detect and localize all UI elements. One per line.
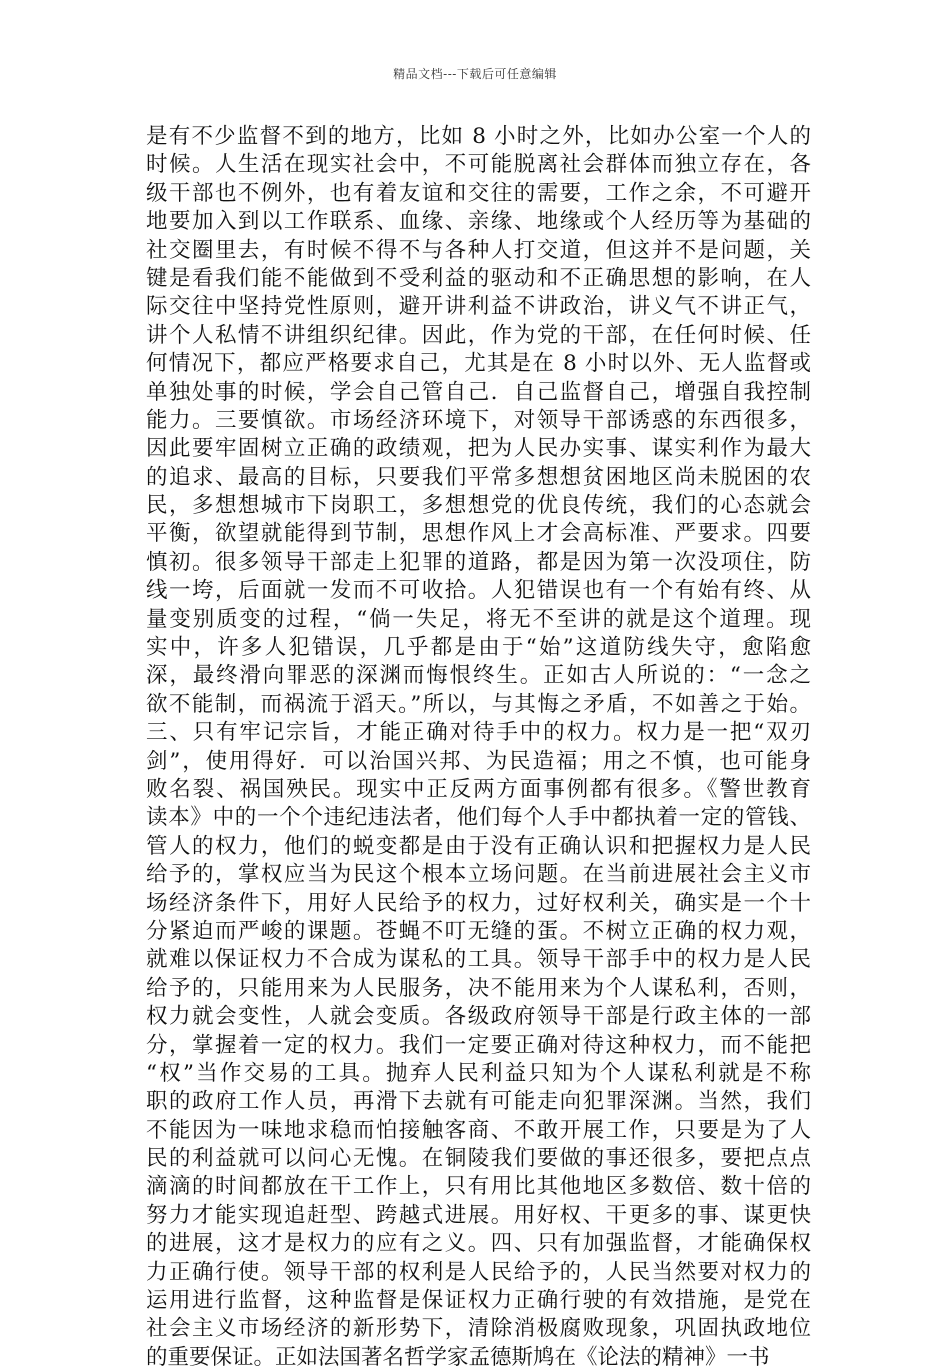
text-line: 社交圈里去，有时候不得不与各种人打交道，但这并不是问题，关 — [146, 237, 811, 263]
text-line: 能力。三要慎欲。市场经济环境下，对领导干部诱惑的东西很多， — [146, 407, 811, 433]
text-line: 实中，许多人犯错误，几乎都是由于“始”这道防线失守，愈陷愈 — [146, 635, 811, 661]
text-line: 社会主义市场经济的新形势下，清除消极腐败现象，巩固执政地位 — [146, 1316, 811, 1342]
text-line: 剑”，使用得好．可以治国兴邦、为民造福；用之不慎，也可能身 — [146, 748, 811, 774]
text-line: 给予的，只能用来为人民服务，决不能用来为个人谋私利，否则， — [146, 975, 811, 1001]
text-line: 三、只有牢记宗旨，才能正确对待手中的权力。权力是一把“双刃 — [146, 720, 811, 746]
text-line: 职的政府工作人员，再滑下去就有可能走向犯罪深渊。当然，我们 — [146, 1089, 811, 1115]
text-line: 分紧迫而严峻的课题。苍蝇不叮无缝的蛋。不树立正确的权力观， — [146, 918, 811, 944]
text-line: 键是看我们能不能做到不受利益的驱动和不正确思想的影响，在人 — [146, 265, 811, 291]
text-line: 是有不少监督不到的地方，比如 8 小时之外，比如办公室一个人的 — [146, 124, 811, 149]
text-line: 深，最终滑向罪恶的深渊而悔恨终生。正如古人所说的：“一念之 — [146, 663, 811, 689]
text-line: 的追求、最高的目标，只要我们平常多想想贫困地区尚未脱困的农 — [146, 464, 811, 490]
text-line: 运用进行监督，这种监督是保证权力正确行驶的有效措施，是党在 — [146, 1288, 811, 1314]
text-line: 民的利益就可以问心无愧。在铜陵我们要做的事还很多，要把点点 — [146, 1146, 811, 1172]
text-line: 单独处事的时候，学会自己管自己．自己监督自己，增强自我控制 — [146, 379, 811, 405]
text-line: 不能因为一味地求稳而怕接触客商、不敢开展工作，只要是为了人 — [146, 1117, 811, 1143]
text-line: 地要加入到以工作联系、血缘、亲缘、地缘或个人经历等为基础的 — [146, 209, 811, 235]
text-line: 力正确行使。领导干部的权利是人民给予的，人民当然要对权力的 — [146, 1259, 811, 1285]
text-line: 给予的，掌权应当为民这个根本立场问题。在当前进展社会主义市 — [146, 862, 811, 888]
document-body — [146, 123, 811, 1372]
text-line: 权力就会变性，人就会变质。各级政府领导干部是行政主体的一部 — [146, 1004, 811, 1030]
text-line: 慎初。很多领导干部走上犯罪的道路，都是因为第一次没项住，防 — [146, 549, 811, 575]
text-line: 分，掌握着一定的权力。我们一定要正确对待这种权力，而不能把 — [146, 1032, 811, 1058]
text-line: 际交往中坚持党性原则，避开讲利益不讲政治，讲义气不讲正气， — [146, 294, 811, 320]
text-line: 级干部也不例外，也有着友谊和交往的需要，工作之余，不可避开 — [146, 180, 811, 206]
text-line: 讲个人私情不讲组织纪律。因此，作为党的干部，在任何时候、任 — [146, 322, 811, 348]
text-line: 的进展，这才是权力的应有之义。四、只有加强监督，才能确保权 — [146, 1231, 811, 1257]
text-line: 何情况下，都应严格要求自己，尤其是在 8 小时以外、无人监督或 — [146, 351, 811, 377]
text-line: 平衡，欲望就能得到节制，思想作风上才会高标准、严要求。四要 — [146, 521, 811, 547]
text-line: 管人的权力，他们的蜕变都是由于没有正确认识和把握权力是人民 — [146, 833, 811, 859]
text-line: 努力才能实现追赶型、跨越式进展。用好权、干更多的事、谋更快 — [146, 1202, 811, 1228]
text-line: 民，多想想城市下岗职工，多想想党的优良传统，我们的心态就会 — [146, 493, 811, 519]
text-line: 的重要保证。正如法国著名哲学家孟德斯鸠在《论法的精神》一书 — [146, 1344, 770, 1370]
text-line: 因此要牢固树立正确的政绩观，把为人民办实事、谋实利作为最大 — [146, 436, 811, 462]
text-line: 时候。人生活在现实社会中，不可能脱离社会群体而独立存在，各 — [146, 152, 811, 178]
text-line: 败名裂、祸国殃民。现实中正反两方面事例都有很多。《警世教育 — [146, 776, 811, 802]
text-line: 线一垮，后面就一发而不可收拾。人犯错误也有一个有始有终、从 — [146, 578, 811, 604]
text-line: 读本》中的一个个违纪违法者，他们每个人手中都执着一定的管钱、 — [146, 805, 811, 831]
text-line: 就难以保证权力不合成为谋私的工具。领导干部手中的权力是人民 — [146, 947, 811, 973]
text-line: 欲不能制，而祸流于滔天。”所以，与其悔之矛盾，不如善之于始。 — [146, 691, 811, 717]
text-line: 滴滴的时间都放在干工作上，只有用比其他地区多数倍、数十倍的 — [146, 1174, 811, 1200]
page-header: 精品文档---下载后可任意编辑 — [393, 67, 557, 81]
text-line: 量变别质变的过程，“倘一失足，将无不至讲的就是这个道理。现 — [146, 606, 811, 632]
text-line: “权”当作交易的工具。抛弃人民利益只知为个人谋私利就是不称 — [146, 1060, 811, 1086]
text-line: 场经济条件下，用好人民给予的权力，过好权利关，确实是一个十 — [146, 890, 811, 916]
